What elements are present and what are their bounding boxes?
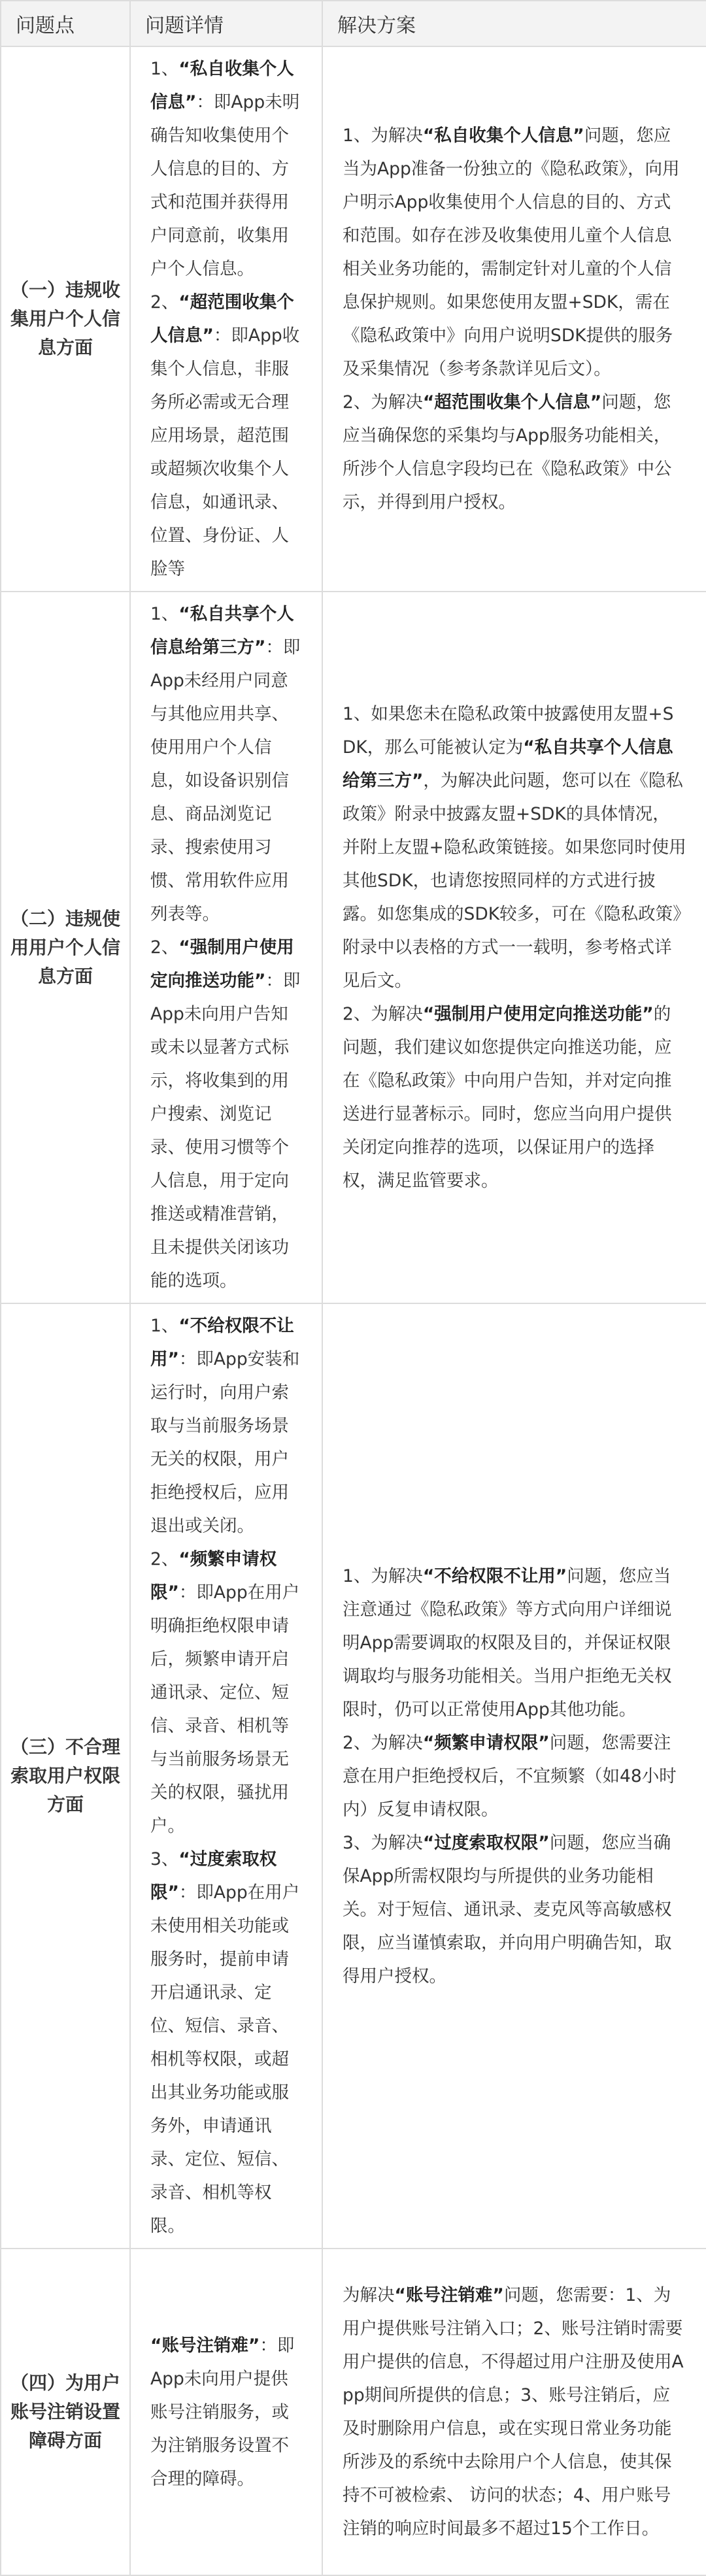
bold-term: “账号注销难”	[394, 2285, 504, 2305]
text-run: 2、为解决	[343, 392, 423, 412]
paragraph	[343, 119, 686, 386]
bold-term: “私自收集个人信息”	[422, 125, 584, 146]
issue-detail-cell	[130, 2249, 322, 2575]
text-run: 3、为解决	[343, 1832, 423, 1853]
paragraph	[150, 1843, 305, 2243]
text-run: 2、为解决	[343, 1732, 423, 1753]
table-row	[1, 1303, 706, 2249]
table-row	[1, 592, 706, 1303]
table-row	[1, 2249, 706, 2575]
table-header-row	[1, 1, 706, 46]
text-run: 问题，您需要：1、为用户提供账号注销入口；2、账号注销时需要用户提供的信息，不得超过用户注册及使用App期间所提供的信息；3、账号注销后，应及时删除用户信息，或在实现日常业务功能所涉及的系统中去除用户个人信息，使其保持不可被检索、 访问的状态；4、用户账号注销的响应时间最多不超过15个工作日。	[343, 2285, 684, 2539]
solution-cell	[322, 46, 706, 592]
bold-term: “超范围收集个人信息”	[422, 392, 602, 412]
text-run: 问题，您应当为App准备一份独立的《隐私政策》，向用户明示App收集使用个人信息的目的、方式和范围。如存在涉及收集使用儿童个人信息相关业务功能的，需制定针对儿童的个人信息保护规则。如果您使用友盟+SDK，需在《隐私政策中》向用户说明SDK提供的服务及采集情况（参考条款详见后文）。	[343, 125, 680, 379]
text-run: ，为解决此问题，您可以在《隐私政策》附录中披露友盟+SDK的具体情况，并附上友盟+隐私政策链接。如果您同时使用其他SDK，也请您按照同样的方式进行披露。如您集成的SDK较多，可在《隐私政策》附录中以表格的方式一一载明，参考格式详见后文。	[343, 771, 686, 991]
issue-point-cell: （二）违规使用用户个人信息方面	[1, 592, 130, 1303]
text-run: ：即App安装和运行时，向用户索取与当前服务场景无关的权限，用户拒绝授权后，应用退出或关闭。	[150, 1349, 300, 1536]
paragraph	[343, 386, 686, 519]
paragraph	[150, 597, 305, 931]
paragraph	[343, 1560, 686, 1726]
paragraph	[343, 697, 686, 997]
text-run: 2、为解决	[343, 1004, 423, 1024]
bold-term: “私自共享个人信息给第三方”	[150, 604, 294, 658]
text-run: 1、	[150, 604, 179, 624]
text-run: ：即App在用户明确拒绝权限申请后，频繁申请开启通讯录、定位、短信、录音、相机等与当前服务场景无关的权限，骚扰用户。	[150, 1582, 300, 1836]
paragraph	[150, 1543, 305, 1843]
text-run: 问题，您应当确保您的采集均与App服务功能相关，所涉个人信息字段均已在《隐私政策》中公示，并得到用户授权。	[343, 392, 672, 512]
table-row	[1, 46, 706, 592]
text-run: ：即App未向用户告知或未以显著方式标示，将收集到的用户搜索、浏览记录、使用习惯等个人信息，用于定向推送或精准营销，且未提供关闭该功能的选项。	[150, 971, 301, 1291]
paragraph	[343, 1726, 686, 1826]
bold-term: “强制用户使用定向推送功能”	[422, 1004, 654, 1024]
paragraph	[150, 2329, 305, 2496]
text-run: 2、	[150, 292, 179, 312]
paragraph	[343, 1826, 686, 1993]
bold-term: “强制用户使用定向推送功能”	[150, 937, 294, 991]
header-solution: 解决方案	[322, 1, 706, 46]
paragraph	[150, 286, 305, 586]
text-run: ：即App在用户未使用相关功能或服务时，提前申请开启通讯录、定位、短信、录音、相机等权限，或超出其业务功能或服务外，申请通讯录、定位、短信、录音、相机等权限。	[150, 1882, 300, 2236]
bold-term: “不给权限不让用”	[422, 1565, 567, 1586]
solution-cell	[322, 592, 706, 1303]
bold-term: “私自共享个人信息给第三方”	[343, 737, 673, 791]
bold-term: “频繁申请权限”	[150, 1549, 277, 1603]
bold-term: “超范围收集个人信息”	[150, 292, 294, 346]
text-run: 3、	[150, 1849, 179, 1869]
text-run: ：即App未经用户同意与其他应用共享、使用用户个人信息，如设备识别信息、商品浏览记录、搜索使用习惯、常用软件应用列表等。	[150, 637, 301, 924]
text-run: 问题，您需要注意在用户拒绝授权后，不宜频繁（如48小时内）反复申请权限。	[343, 1732, 677, 1820]
text-run: ：即App收集个人信息，非服务所必需或无合理应用场景，超范围或超频次收集个人信息，如通讯录、位置、身份证、人脸等	[150, 326, 300, 579]
text-run: 1、为解决	[343, 1565, 423, 1586]
text-run: 为解决	[343, 2285, 395, 2305]
issue-point-cell: （三）不合理索取用户权限方面	[1, 1303, 130, 2249]
text-run: 1、	[150, 1316, 179, 1336]
paragraph	[150, 931, 305, 1297]
bold-term: “私自收集个人信息”	[150, 59, 294, 112]
solution-cell	[322, 1303, 706, 2249]
text-run: 1、为解决	[343, 125, 423, 146]
issue-detail-cell	[130, 1303, 322, 2249]
bold-term: “账号注销难”	[150, 2335, 260, 2356]
issue-point-cell: （一）违规收集用户个人信息方面	[1, 46, 130, 592]
bold-term: “频繁申请权限”	[422, 1732, 550, 1753]
paragraph	[343, 997, 686, 1197]
text-run: 的问题，我们建议如您提供定向推送功能，应在《隐私政策》中向用户告知，并对定向推送进行显著标示。同时，您应当向用户提供关闭定向推荐的选项，以保证用户的选择权，满足监管要求。	[343, 1004, 672, 1191]
bold-term: “不给权限不让用”	[150, 1316, 294, 1369]
paragraph	[343, 2279, 686, 2545]
text-run: 1、	[150, 59, 179, 79]
issue-detail-cell	[130, 592, 322, 1303]
text-run: 2、	[150, 937, 179, 958]
header-issue-point: 问题点	[1, 1, 130, 46]
issue-point-cell: （四）为用户账号注销设置障碍方面	[1, 2249, 130, 2575]
text-run: 2、	[150, 1549, 179, 1569]
bold-term: “过度索取权限”	[150, 1849, 277, 1903]
text-run: 问题，您应当注意通过《隐私政策》等方式向用户详细说明App需要调取的权限及目的，并保证权限调取均与服务功能相关。当用户拒绝无关权限时，仍可以正常使用App其他功能。	[343, 1565, 672, 1720]
solution-cell	[322, 2249, 706, 2575]
text-run: 1、如果您未在隐私政策中披露使用友盟+SDK，那么可能被认定为	[343, 704, 674, 758]
header-issue-detail: 问题详情	[130, 1, 322, 46]
bold-term: “过度索取权限”	[422, 1832, 550, 1853]
text-run: ：即App未向用户提供账号注销服务，或为注销服务设置不合理的障碍。	[150, 2335, 295, 2489]
paragraph	[150, 1309, 305, 1543]
paragraph	[150, 52, 305, 286]
text-run: ：即App未明确告知收集使用个人信息的目的、方式和范围并获得用户同意前，收集用户个人信息。	[150, 92, 300, 279]
text-run: 问题，您应当确保App所需权限均与所提供的业务功能相关。对于短信、通讯录、麦克风等高敏感权限，应当谨慎索取，并向用户明确告知，取得用户授权。	[343, 1832, 672, 1986]
issue-detail-cell	[130, 46, 322, 592]
